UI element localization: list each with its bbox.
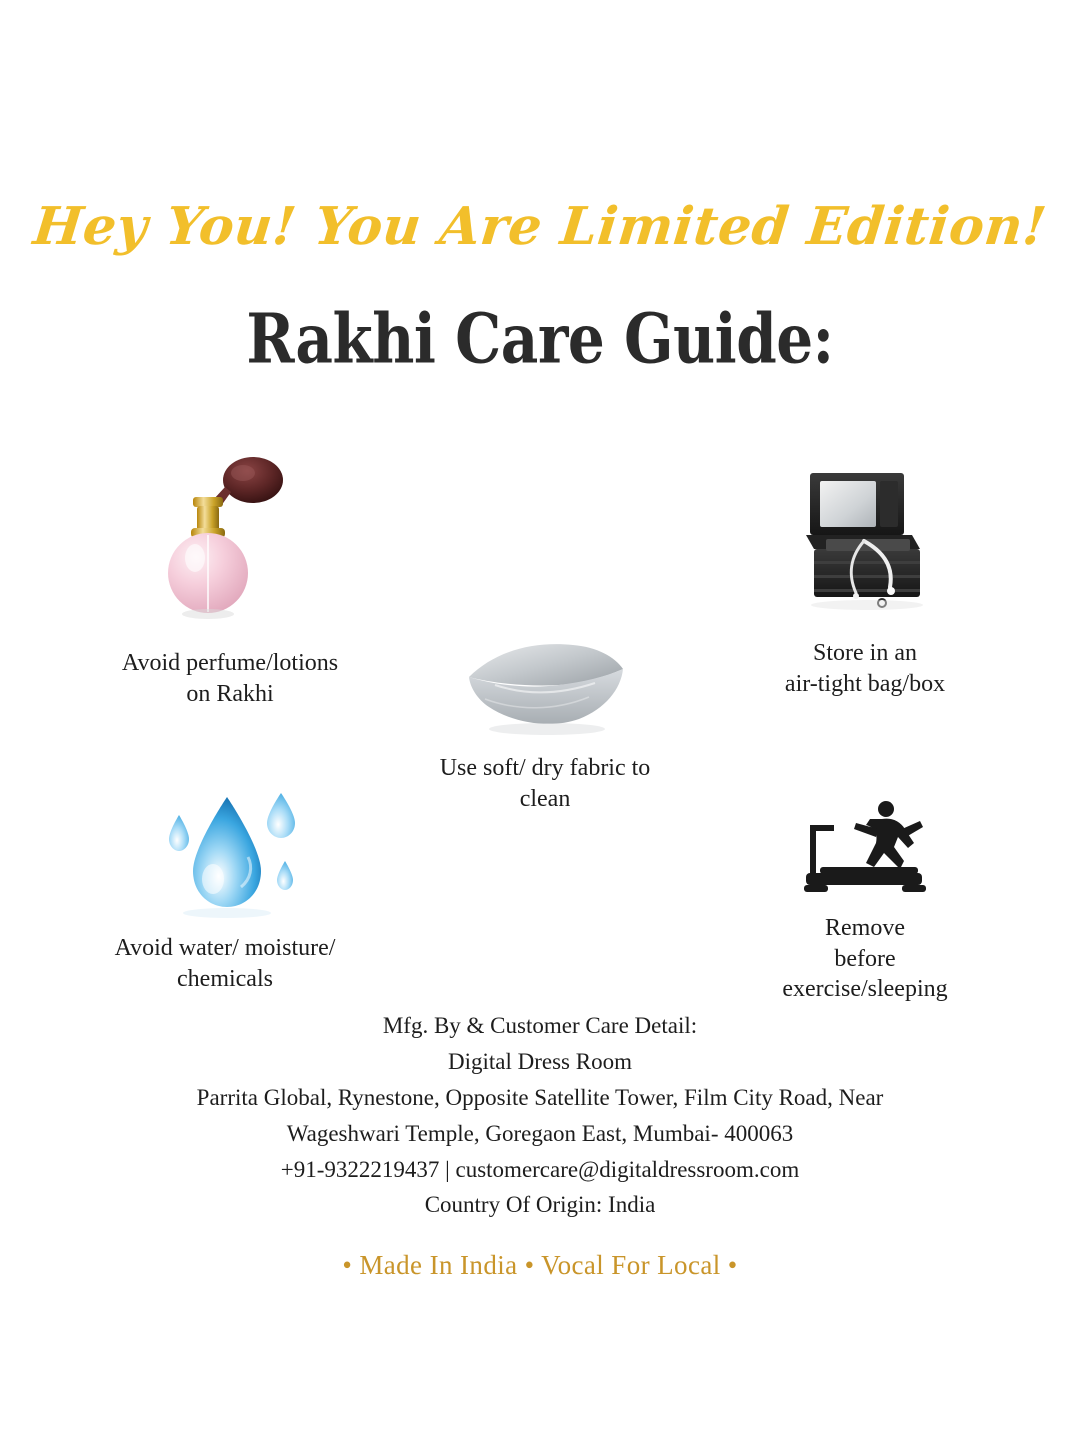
footer-line: Wageshwari Temple, Goregaon East, Mumbai- 400063 xyxy=(286,1120,794,1146)
footer-line: Parrita Global, Rynestone, Opposite Satellite Tower, Film City Road, Near xyxy=(196,1084,884,1110)
tip-label-line: chemicals xyxy=(177,965,273,992)
tip-label-line: on Rakhi xyxy=(186,680,274,707)
tip-store-airtight xyxy=(715,465,1015,699)
tip-label-line: Store in an xyxy=(813,640,917,666)
tip-label-line: before xyxy=(834,945,896,972)
manufacturer-details xyxy=(0,1008,1080,1223)
tip-avoid-water xyxy=(60,775,390,994)
tip-label-line: Avoid perfume/lotions xyxy=(121,650,339,676)
page-title: Rakhi Care Guide: xyxy=(246,298,834,380)
footer-contact-line: +91-9322219437 | customercare@digitaldressroom.com xyxy=(280,1156,800,1182)
tip-label-line: Use soft/ dry fabric to xyxy=(439,755,651,781)
tip-remove-before-exercise xyxy=(715,795,1015,1005)
tip-label-line: exercise/sleeping xyxy=(782,976,948,1003)
page-headline: Hey You! You Are Limited Edition! xyxy=(30,196,1050,257)
footer-line: Country Of Origin: India xyxy=(424,1192,656,1218)
tip-avoid-perfume xyxy=(70,440,390,709)
footer-line: Mfg. By & Customer Care Detail: xyxy=(382,1013,698,1038)
jewelry-box-icon xyxy=(715,465,1015,630)
tip-use-soft-dry-fabric xyxy=(395,625,695,814)
made-in-india-tagline: • Made In India • Vocal For Local • xyxy=(342,1250,738,1280)
tip-label-line: Remove xyxy=(825,915,905,941)
tip-label-line: air-tight bag/box xyxy=(784,670,946,697)
tip-label-line: Avoid water/ moisture/ xyxy=(114,935,336,961)
water-drop-icon xyxy=(60,775,390,925)
footer-line: Digital Dress Room xyxy=(448,1048,632,1074)
tip-label-line: clean xyxy=(519,785,571,812)
cleaning-cloth-icon xyxy=(395,625,695,745)
treadmill-runner-icon xyxy=(715,795,1015,905)
perfume-bottle-icon xyxy=(70,440,390,640)
